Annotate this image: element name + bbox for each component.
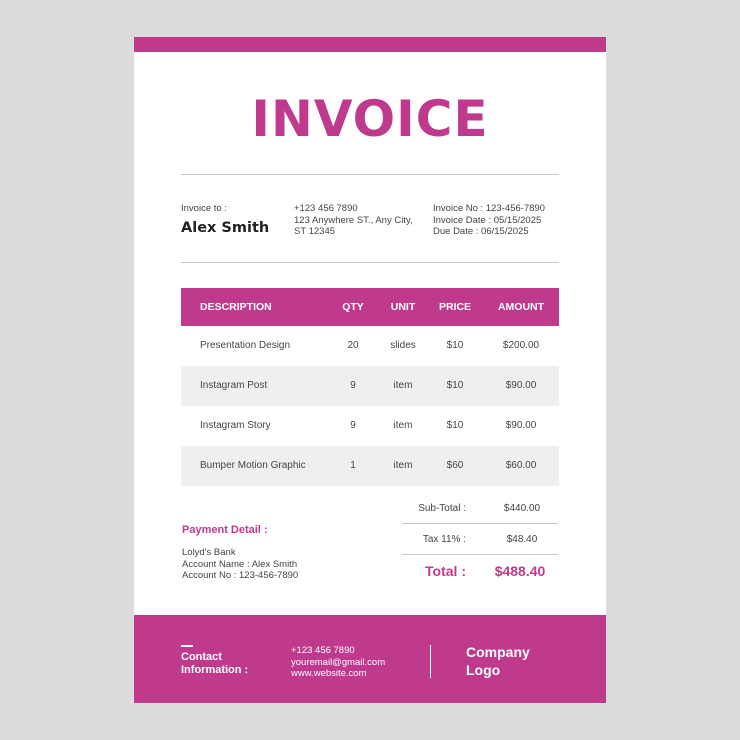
invoice-date: Invoice Date : 05/15/2025 [433, 214, 542, 226]
invoice-meta [433, 203, 545, 238]
contact-info [291, 645, 385, 680]
table-row [181, 366, 559, 406]
subtotal-label: Sub-Total : [418, 503, 466, 514]
divider-top [181, 174, 559, 175]
client-address-line2: ST 12345 [294, 226, 336, 237]
header-amount: AMOUNT [497, 301, 545, 313]
cell-price: $60 [446, 460, 464, 471]
cell-amount: $200.00 [502, 340, 540, 351]
contact-phone: +123 456 7890 [291, 645, 355, 656]
client-address-line1: 123 Anywhere ST., Any City, [294, 214, 413, 226]
cell-unit: slides [390, 340, 416, 351]
company-logo [466, 643, 530, 679]
contact-heading [181, 651, 248, 677]
cell-unit: item [393, 380, 413, 391]
table-header [181, 288, 559, 326]
contact-email: youremail@gmail.com [291, 656, 386, 668]
cell-qty: 9 [350, 380, 356, 391]
top-accent-bar [134, 37, 606, 52]
invoice-page [134, 37, 606, 703]
cell-description: Bumper Motion Graphic [200, 460, 306, 471]
tax-value: $48.40 [506, 534, 538, 545]
cell-price: $10 [446, 340, 464, 351]
contact-heading-line1: Contact [181, 651, 222, 663]
table-row [181, 446, 559, 486]
cell-unit: item [393, 460, 413, 471]
cell-amount: $90.00 [505, 420, 537, 431]
client-name: Alex Smith [181, 220, 270, 236]
client-address [294, 203, 413, 238]
tax-label: Tax 11% : [422, 534, 466, 545]
footer-accent-dash [181, 645, 193, 647]
cell-amount: $60.00 [505, 460, 537, 471]
divider-middle [181, 262, 559, 263]
cell-price: $10 [446, 420, 464, 431]
summary-divider-1 [402, 523, 558, 524]
cell-description: Instagram Story [200, 420, 271, 431]
cell-amount: $90.00 [505, 380, 537, 391]
header-price: PRICE [438, 301, 472, 313]
header-unit: UNIT [390, 301, 416, 313]
account-name: Account Name : Alex Smith [182, 558, 298, 570]
table-row [181, 326, 559, 366]
invoice-title: INVOICE [251, 90, 489, 148]
header-description: DESCRIPTION [200, 301, 272, 313]
contact-website: www.website.com [291, 668, 367, 679]
payment-detail [182, 547, 298, 582]
footer [134, 615, 606, 703]
subtotal-value: $440.00 [503, 503, 541, 514]
cell-price: $10 [446, 380, 464, 391]
cell-description: Presentation Design [200, 340, 291, 351]
cell-unit: item [393, 420, 413, 431]
invoice-to-label: Invoice to : [181, 203, 227, 214]
total-value: $488.40 [494, 563, 546, 579]
cell-description: Instagram Post [200, 380, 268, 391]
cell-qty: 20 [347, 340, 359, 351]
payment-detail-title: Payment Detail : [182, 524, 268, 536]
table-row [181, 406, 559, 446]
account-number: Account No : 123-456-7890 [182, 570, 299, 581]
cell-qty: 1 [350, 460, 356, 471]
summary-divider-2 [402, 554, 558, 555]
company-logo-line1: Company [466, 644, 530, 660]
company-logo-line2: Logo [466, 662, 501, 678]
cell-qty: 9 [350, 420, 356, 431]
invoice-number: Invoice No : 123-456-7890 [433, 203, 545, 214]
client-phone: +123 456 7890 [294, 203, 358, 214]
footer-divider [430, 645, 431, 678]
header-qty: QTY [342, 301, 364, 313]
due-date: Due Date : 06/15/2025 [433, 226, 529, 237]
contact-heading-line2: Information : [181, 664, 249, 676]
total-label: Total : [425, 563, 466, 579]
bank-name: Lolyd's Bank [182, 547, 236, 558]
